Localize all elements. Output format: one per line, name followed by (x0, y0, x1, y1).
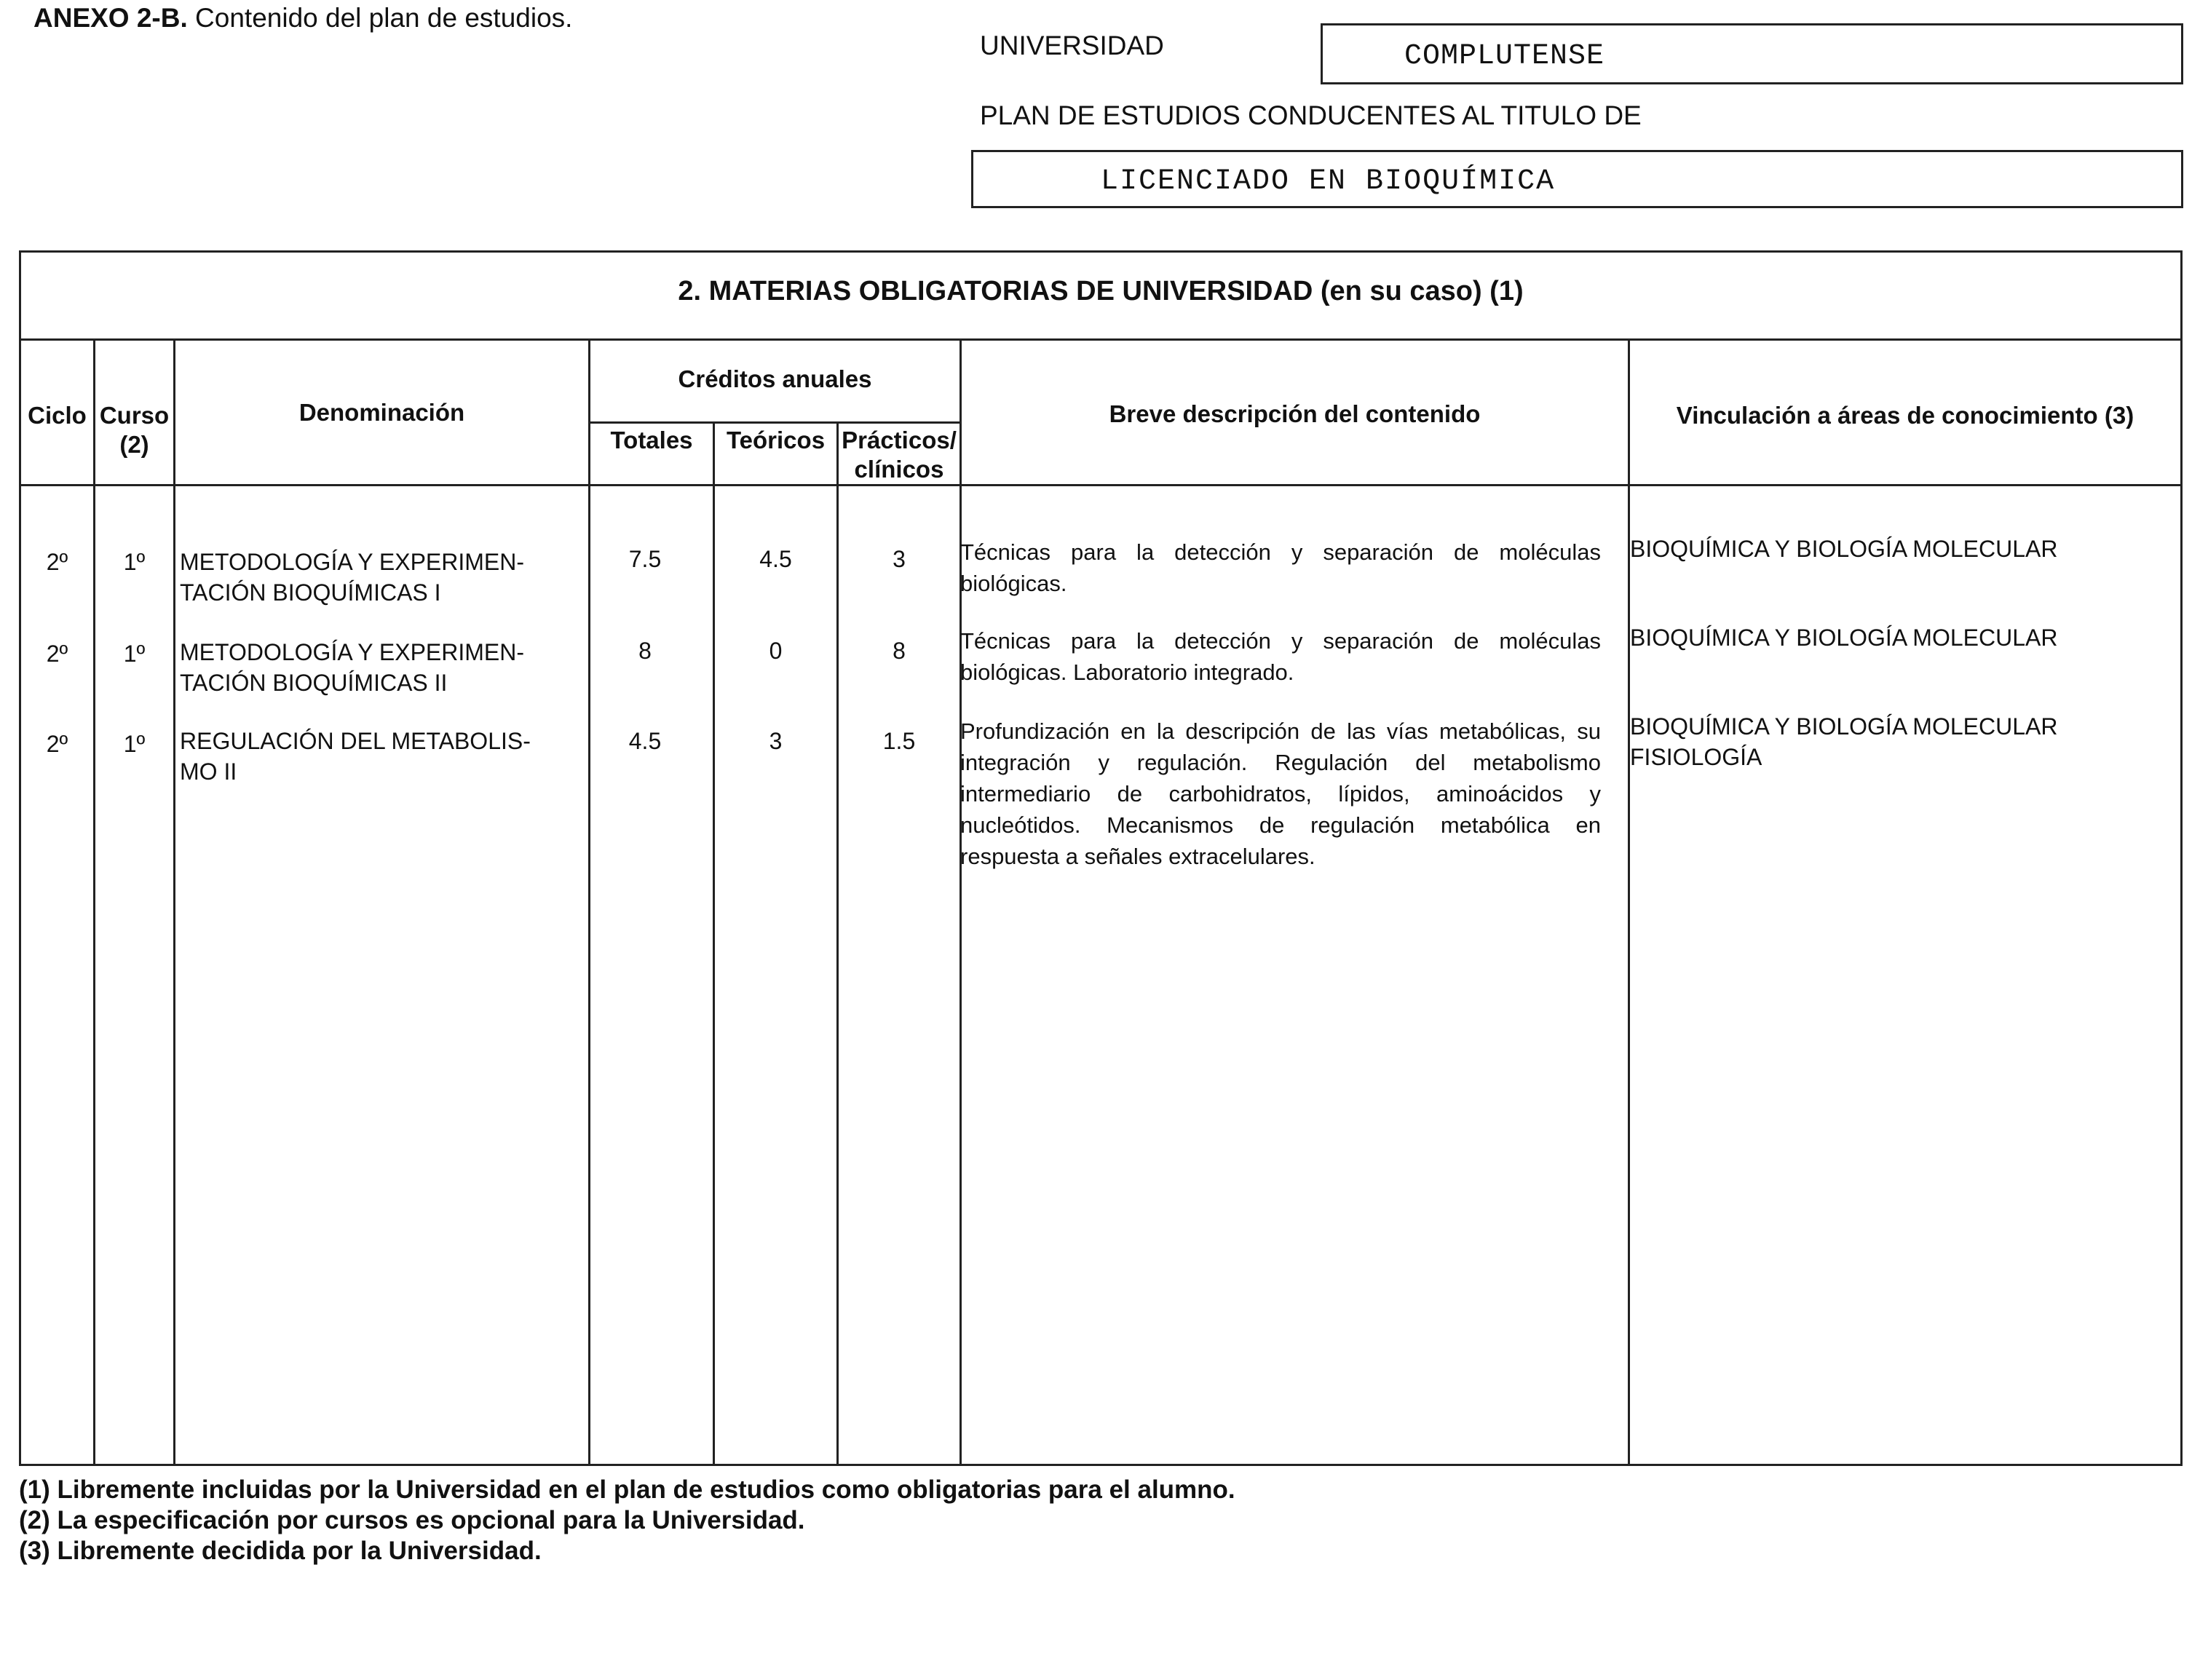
row1-descripcion: Técnicas para la detección y separación de moléculas biológicas. (960, 539, 1601, 596)
row1-denominacion-line1: METODOLOGÍA Y EXPERIMEN- (180, 549, 525, 575)
row3-teoricos: 3 (769, 728, 783, 754)
row3-denominacion-line1: REGULACIÓN DEL METABOLIS- (180, 728, 531, 754)
row3-denominacion (180, 726, 587, 787)
row3-totales: 4.5 (628, 728, 662, 754)
row3-vinculacion-line2: FISIOLOGÍA (1630, 744, 1762, 770)
header-ciclo: Ciclo (28, 402, 87, 429)
row1-vinculacion-line1: BIOQUÍMICA Y BIOLOGÍA MOLECULAR (1630, 536, 2058, 562)
footnote-1: (1) Libremente incluidas por la Universidad en el plan de estudios como obligatorias para el alumno. (19, 1475, 1235, 1504)
table-rule (21, 484, 2180, 486)
header-curso (95, 401, 173, 459)
annex-number: ANEXO 2-B. (33, 3, 188, 33)
annex-title: Contenido del plan de estudios. (187, 3, 573, 33)
row1-denominacion (180, 547, 587, 608)
row3-curso: 1º (123, 731, 146, 757)
table-rule (21, 338, 2180, 341)
header-curso-note: (2) (119, 431, 149, 458)
row2-descripcion: Técnicas para la detección y separación de moléculas biológicas. Laboratorio integrado. (960, 628, 1601, 685)
materias-table (19, 250, 2183, 1466)
row2-ciclo: 2º (46, 641, 68, 667)
header-practicos-line2: clínicos (854, 456, 944, 483)
row2-totales: 8 (638, 638, 652, 664)
header-denominacion: Denominación (298, 399, 465, 426)
titulo-field (971, 150, 2183, 208)
footnote-3: (3) Libremente decidida por la Universidad. (19, 1537, 542, 1565)
row1-ciclo: 2º (46, 549, 68, 575)
header-vinculacion: Vinculación a áreas de conocimiento (3) (1676, 402, 2134, 429)
row3-vinculacion-line1: BIOQUÍMICA Y BIOLOGÍA MOLECULAR (1630, 713, 2058, 740)
row2-practicos: 8 (893, 638, 906, 664)
row2-vinculacion-line1: BIOQUÍMICA Y BIOLOGÍA MOLECULAR (1630, 625, 2058, 651)
universidad-value: COMPLUTENSE (1404, 40, 1605, 73)
footnote-2: (2) La especificación por cursos es opcional para la Universidad. (19, 1506, 805, 1534)
row2-teoricos: 0 (769, 638, 783, 664)
table-rule (93, 338, 95, 1464)
universidad-field (1321, 23, 2183, 84)
row2-denominacion (180, 637, 587, 698)
table-rule (173, 338, 175, 1464)
footnotes (19, 1475, 1235, 1566)
row3-vinculacion (1630, 711, 2169, 772)
header-curso-label: Curso (99, 402, 170, 429)
row1-vinculacion (1630, 534, 2169, 564)
titulo-value: LICENCIADO EN BIOQUÍMICA (1101, 165, 1556, 198)
universidad-label: UNIVERSIDAD (980, 31, 1164, 60)
row1-teoricos: 4.5 (759, 546, 792, 572)
header-creditos: Créditos anuales (678, 365, 872, 392)
header-teoricos: Teóricos (726, 427, 826, 453)
header-practicos (839, 426, 959, 484)
table-rule (836, 421, 839, 1464)
header-practicos-line1: Prácticos/ (842, 427, 957, 453)
row2-denominacion-line1: METODOLOGÍA Y EXPERIMEN- (180, 639, 525, 665)
row2-denominacion-line2: TACIÓN BIOQUÍMICAS II (180, 670, 448, 696)
row1-totales: 7.5 (628, 546, 662, 572)
table-rule (713, 421, 715, 1464)
table-rule (588, 338, 590, 1464)
row1-denominacion-line2: TACIÓN BIOQUÍMICAS I (180, 579, 441, 606)
header-totales: Totales (610, 427, 693, 453)
row3-ciclo: 2º (46, 731, 68, 757)
table-rule (959, 338, 962, 1464)
row1-curso: 1º (123, 549, 146, 575)
table-rule (590, 421, 961, 424)
row2-vinculacion (1630, 622, 2169, 653)
table-rule (1628, 338, 1630, 1464)
row3-denominacion-line2: MO II (180, 758, 237, 785)
header-descripcion: Breve descripción del contenido (1109, 400, 1481, 427)
row3-descripcion: Profundización en la descripción de las vías metabólicas, su integración y regulación. Regulación del metabolismo intermediario de carbohidratos, lípidos, aminoácidos y nucleótidos. Mecanismos de regulación metabólica en respuesta a señales extracelulares. (960, 718, 1601, 869)
section-title: 2. MATERIAS OBLIGATORIAS DE UNIVERSIDAD (en su caso) (1) (678, 276, 1524, 306)
row3-practicos: 1.5 (882, 728, 916, 754)
row2-curso: 1º (123, 641, 146, 667)
plan-label: PLAN DE ESTUDIOS CONDUCENTES AL TITULO DE (980, 100, 1642, 130)
row1-practicos: 3 (893, 546, 906, 572)
annex-heading (33, 3, 572, 33)
